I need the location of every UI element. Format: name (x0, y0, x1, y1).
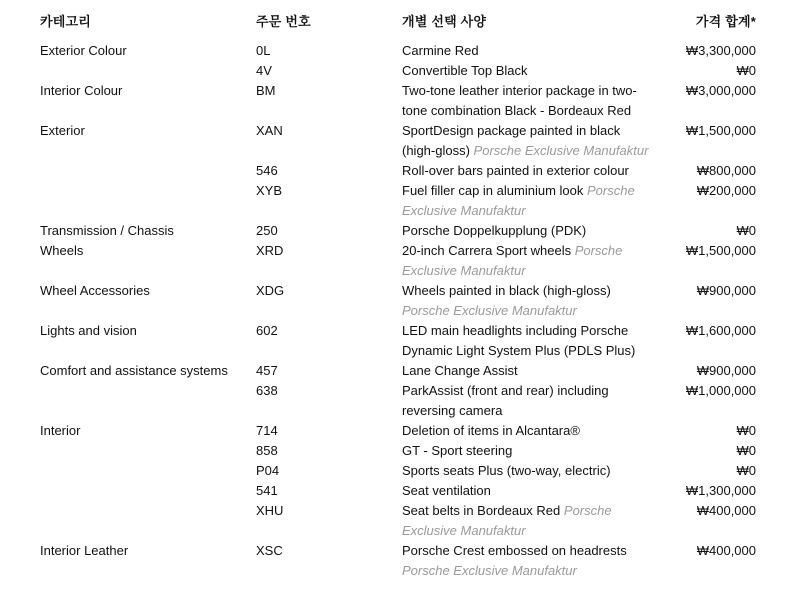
row-option-text: ParkAssist (front and rear) including reversing camera (402, 383, 609, 418)
row-option-description (402, 41, 657, 61)
row-price: ₩3,300,000 (685, 43, 756, 58)
row-option-text: LED main headlights including Porsche Dynamic Light System Plus (PDLS Plus) (402, 323, 636, 358)
row-option-description (402, 241, 657, 281)
row-category: Exterior (40, 123, 85, 138)
row-order-code: 0L (256, 43, 271, 58)
row-option-description (402, 461, 657, 481)
row-price: ₩400,000 (696, 503, 756, 518)
row-order-code: BM (256, 83, 276, 98)
row-option-description (402, 421, 657, 441)
row-order-code: 638 (256, 383, 278, 398)
row-price: ₩0 (736, 443, 756, 458)
row-order-code: XDG (256, 283, 285, 298)
row-option-description (402, 281, 657, 321)
row-price: ₩0 (736, 223, 756, 238)
row-option-description (402, 541, 657, 581)
row-price: ₩0 (736, 463, 756, 478)
header-options: 개별 선택 사양 (402, 14, 487, 29)
row-category: Comfort and assistance systems (40, 363, 228, 378)
row-price: ₩0 (736, 63, 756, 78)
row-option-description (402, 441, 657, 461)
row-category: Interior (40, 423, 81, 438)
row-price: ₩200,000 (696, 183, 756, 198)
row-option-text: Porsche Doppelkupplung (PDK) (402, 223, 587, 238)
row-order-code: XSC (256, 543, 283, 558)
row-option-text: Convertible Top Black (402, 63, 528, 78)
row-price: ₩900,000 (696, 363, 756, 378)
row-category: Exterior Colour (40, 43, 127, 58)
row-option-description (402, 321, 657, 361)
row-order-code: 541 (256, 483, 278, 498)
row-order-code: 546 (256, 163, 278, 178)
row-order-code: 858 (256, 443, 278, 458)
row-option-text: Sports seats Plus (two-way, electric) (402, 463, 611, 478)
row-option-text: GT - Sport steering (402, 443, 513, 458)
row-option-description (402, 221, 657, 241)
row-option-note: Porsche Exclusive Manufaktur (402, 503, 612, 538)
row-option-text: Seat ventilation (402, 483, 491, 498)
header-total-price: 가격 합계* (695, 14, 756, 29)
row-option-text: Fuel filler cap in aluminium look (402, 183, 584, 198)
row-option-description (402, 161, 657, 181)
row-order-code: XHU (256, 503, 284, 518)
row-order-code: XRD (256, 243, 284, 258)
row-category: Lights and vision (40, 323, 137, 338)
row-order-code: 4V (256, 63, 272, 78)
row-option-text: Two-tone leather interior package in two-tone combination Black - Bordeaux Red (402, 83, 637, 118)
row-option-note: Porsche Exclusive Manufaktur (402, 183, 635, 218)
row-option-description (402, 381, 657, 421)
row-option-text: Carmine Red (402, 43, 479, 58)
row-order-code: 602 (256, 323, 278, 338)
row-category: Interior Leather (40, 543, 129, 558)
row-option-description (402, 181, 657, 221)
row-price: ₩1,300,000 (685, 483, 756, 498)
row-option-description (402, 81, 657, 121)
row-option-description (402, 501, 657, 541)
row-price: ₩1,500,000 (685, 123, 756, 138)
row-category: Wheel Accessories (40, 283, 150, 298)
row-option-text: Roll-over bars painted in exterior colour (402, 163, 629, 178)
header-category: 카테고리 (40, 14, 92, 29)
row-option-text: Seat belts in Bordeaux Red (402, 503, 561, 518)
row-option-description (402, 121, 657, 161)
row-price: ₩800,000 (696, 163, 756, 178)
row-option-text: 20-inch Carrera Sport wheels (402, 243, 572, 258)
row-price: ₩1,000,000 (685, 383, 756, 398)
row-order-code: XAN (256, 123, 283, 138)
row-option-description (402, 61, 657, 81)
row-order-code: 250 (256, 223, 278, 238)
row-category: Transmission / Chassis (40, 223, 174, 238)
row-order-code: XYB (256, 183, 283, 198)
row-option-note: Porsche Exclusive Manufaktur (402, 303, 577, 318)
row-price: ₩400,000 (696, 543, 756, 558)
row-option-text: Porsche Crest embossed on headrests (402, 543, 627, 558)
row-price: ₩900,000 (696, 283, 756, 298)
row-option-text: Lane Change Assist (402, 363, 518, 378)
row-category: Interior Colour (40, 83, 123, 98)
row-price: ₩1,500,000 (685, 243, 756, 258)
row-price: ₩3,000,000 (685, 83, 756, 98)
row-option-text: Deletion of items in Alcantara® (402, 423, 580, 438)
row-price: ₩1,600,000 (685, 323, 756, 338)
row-option-text: SportDesign package painted in black (high-gloss) (402, 123, 621, 158)
row-order-code: 457 (256, 363, 278, 378)
row-order-code: P04 (256, 463, 280, 478)
header-order-number: 주문 번호 (256, 14, 311, 29)
row-option-note: Porsche Exclusive Manufaktur (402, 563, 577, 578)
row-option-text: Wheels painted in black (high-gloss) (402, 283, 611, 298)
row-option-description (402, 481, 657, 501)
row-option-description (402, 361, 657, 381)
row-price: ₩0 (736, 423, 756, 438)
row-order-code: 714 (256, 423, 278, 438)
row-option-note: Porsche Exclusive Manufaktur (402, 243, 623, 278)
row-category: Wheels (40, 243, 84, 258)
row-option-note: Porsche Exclusive Manufaktur (473, 143, 649, 158)
